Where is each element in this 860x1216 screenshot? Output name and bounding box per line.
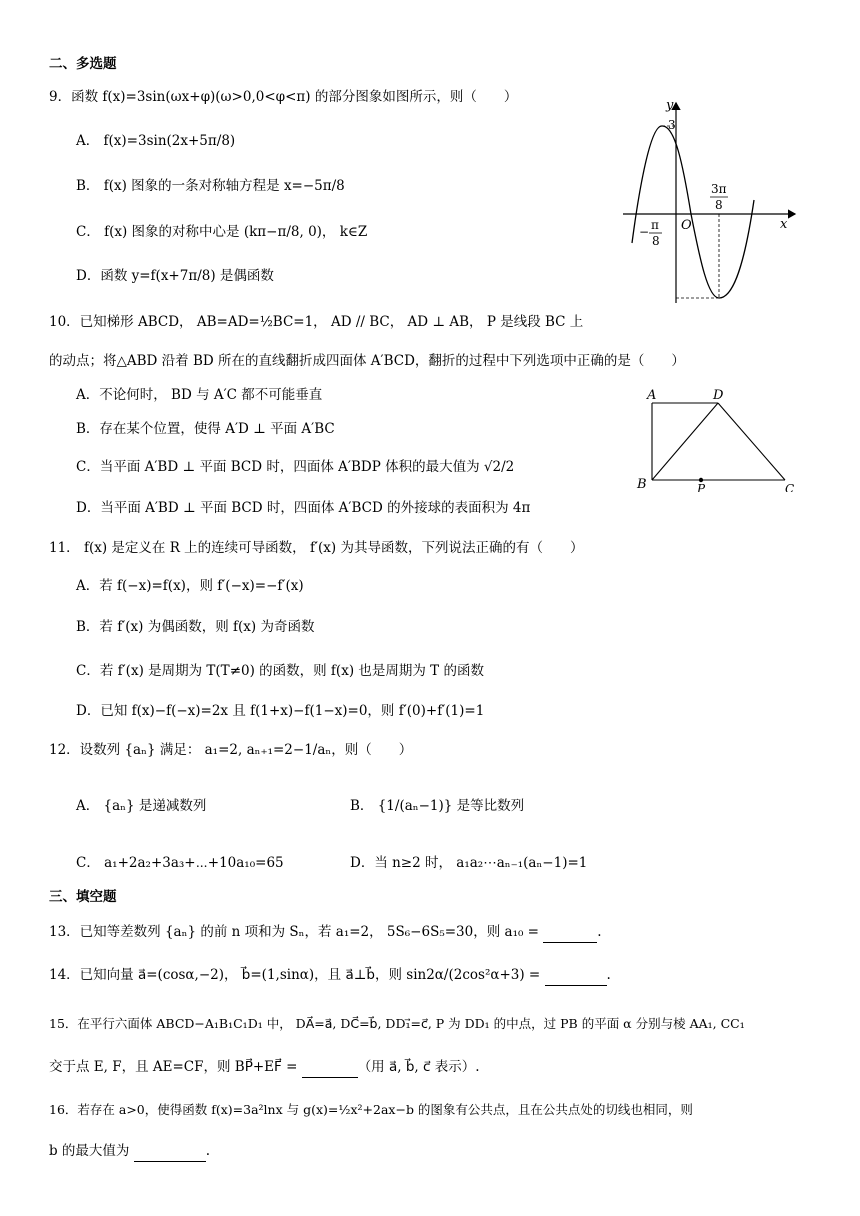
q14-text: 14．已知向量 a⃗=(cosα,−2)， b⃗=(1,sinα)，且 a⃗⊥b⃗，则 sin2α/(2cos²α+3) = bbox=[49, 967, 541, 983]
q11-option-c: C．若 f′(x) 是周期为 T(T≠0) 的函数，则 f(x) 也是周期为 T 的函数 bbox=[76, 663, 484, 679]
q16-line1: 16．若存在 a>0，使得函数 f(x)=3a²lnx 与 g(x)=½x²+2ax−b 的图象有公共点，且在公共点处的切线也相同，则 bbox=[49, 1102, 693, 1117]
q10-stem-line1: 10．已知梯形 ABCD， AB=AD=½BC=1， AD // BC， AD ⊥ AB， P 是线段 BC 上 bbox=[49, 314, 584, 330]
q16-line2 bbox=[49, 1145, 210, 1162]
q9-option-c: C． f(x) 图象的对称中心是 (kπ−π/8, 0)， k∈Z bbox=[76, 224, 368, 240]
label-p: P bbox=[697, 482, 706, 492]
q12-stem: 12．设数列 {aₙ} 满足： a₁=2, aₙ₊₁=2−1/aₙ，则（ ） bbox=[49, 742, 413, 758]
q16-text: b 的最大值为 bbox=[49, 1143, 130, 1159]
q14-end: . bbox=[606, 967, 611, 983]
q9-option-a: A． f(x)=3sin(2x+5π/8) bbox=[76, 133, 236, 149]
q10-option-c: C．当平面 A′BD ⊥ 平面 BCD 时，四面体 A′BDP 体积的最大值为 √2/2 bbox=[76, 459, 515, 475]
q14-answer-blank[interactable] bbox=[545, 971, 607, 986]
graph-left-num: π bbox=[651, 218, 659, 232]
q13-end: . bbox=[597, 924, 602, 940]
q10-trapezoid-figure bbox=[635, 387, 800, 492]
label-c: C bbox=[785, 482, 795, 492]
q11-option-b: B．若 f′(x) 为偶函数，则 f(x) 为奇函数 bbox=[76, 619, 315, 635]
graph-x-label: x bbox=[780, 217, 788, 232]
q10-stem-line2: 的动点；将△ABD 沿着 BD 所在的直线翻折成四面体 A′BCD，翻折的过程中下列选项中正确的是（ ） bbox=[49, 353, 685, 369]
q10-option-d: D．当平面 A′BD ⊥ 平面 BCD 时，四面体 A′BCD 的外接球的表面积为 4π bbox=[76, 500, 531, 516]
q13 bbox=[49, 926, 602, 943]
q11-stem: 11． f(x) 是定义在 R 上的连续可导函数， f′(x) 为其导函数，下列说法正确的有（ ） bbox=[49, 540, 584, 556]
label-b: B bbox=[637, 477, 647, 492]
graph-right-num: 3π bbox=[711, 182, 727, 196]
graph-origin-label: O bbox=[681, 218, 692, 233]
graph-right-den: 8 bbox=[715, 198, 723, 212]
q9-option-b: B． f(x) 图象的一条对称轴方程是 x=−5π/8 bbox=[76, 178, 345, 194]
graph-left-sign: − bbox=[639, 225, 650, 239]
q15-end: （用 a⃗, b⃗, c⃗ 表示）. bbox=[357, 1059, 480, 1075]
q16-answer-blank[interactable] bbox=[134, 1147, 206, 1162]
q9-stem: 9．函数 f(x)=3sin(ωx+φ)(ω>0,0<φ<π) 的部分图象如图所示，则（ ） bbox=[49, 89, 518, 105]
q9-sine-graph bbox=[615, 95, 805, 315]
q15-line1: 15．在平行六面体 ABCD−A₁B₁C₁D₁ 中， DA⃗=a⃗, DC⃗=b⃗, DD₁⃗=c⃗, P 为 DD₁ 的中点，过 PB 的平面 α 分别与棱 AA₁, CC₁ bbox=[49, 1016, 745, 1031]
label-d: D bbox=[713, 388, 724, 403]
q13-answer-blank[interactable] bbox=[543, 928, 597, 943]
q10-option-a: A．不论何时， BD 与 A′C 都不可能垂直 bbox=[76, 387, 323, 403]
q14 bbox=[49, 969, 611, 986]
q10-option-b: B．存在某个位置，使得 A′D ⊥ 平面 A′BC bbox=[76, 421, 335, 437]
q15-answer-blank[interactable] bbox=[302, 1063, 358, 1078]
graph-max-label: 3 bbox=[668, 118, 676, 132]
q12-option-b: B． {1/(aₙ−1)} 是等比数列 bbox=[350, 798, 525, 814]
q13-text: 13．已知等差数列 {aₙ} 的前 n 项和为 Sₙ，若 a₁=2， 5S₆−6S₅=30，则 a₁₀ = bbox=[49, 924, 539, 940]
q11-option-a: A．若 f(−x)=f(x)，则 f′(−x)=−f′(x) bbox=[76, 578, 304, 594]
q12-option-c: C． a₁+2a₂+3a₃+⋯+10a₁₀=65 bbox=[76, 855, 284, 871]
graph-left-den: 8 bbox=[652, 234, 660, 248]
section-fill-in-header: 三、填空题 bbox=[49, 889, 117, 905]
q15-line2 bbox=[49, 1061, 480, 1078]
q11-option-d: D．已知 f(x)−f(−x)=2x 且 f(1+x)−f(1−x)=0，则 f′(0)+f′(1)=1 bbox=[76, 703, 485, 719]
q12-option-a: A． {aₙ} 是递减数列 bbox=[76, 798, 207, 814]
q12-option-d: D．当 n≥2 时， a₁a₂⋯aₙ₋₁(aₙ−1)=1 bbox=[350, 855, 588, 871]
section-multiple-choice-header: 二、多选题 bbox=[49, 56, 117, 72]
q16-end: . bbox=[205, 1143, 211, 1159]
label-a: A bbox=[647, 388, 657, 403]
graph-y-label: y bbox=[666, 98, 674, 113]
sine-curve bbox=[632, 126, 754, 298]
q9-option-d: D．函数 y=f(x+7π/8) 是偶函数 bbox=[76, 268, 274, 284]
q15-text: 交于点 E, F，且 AE=CF，则 BP⃗+EF⃗ = bbox=[49, 1059, 298, 1075]
